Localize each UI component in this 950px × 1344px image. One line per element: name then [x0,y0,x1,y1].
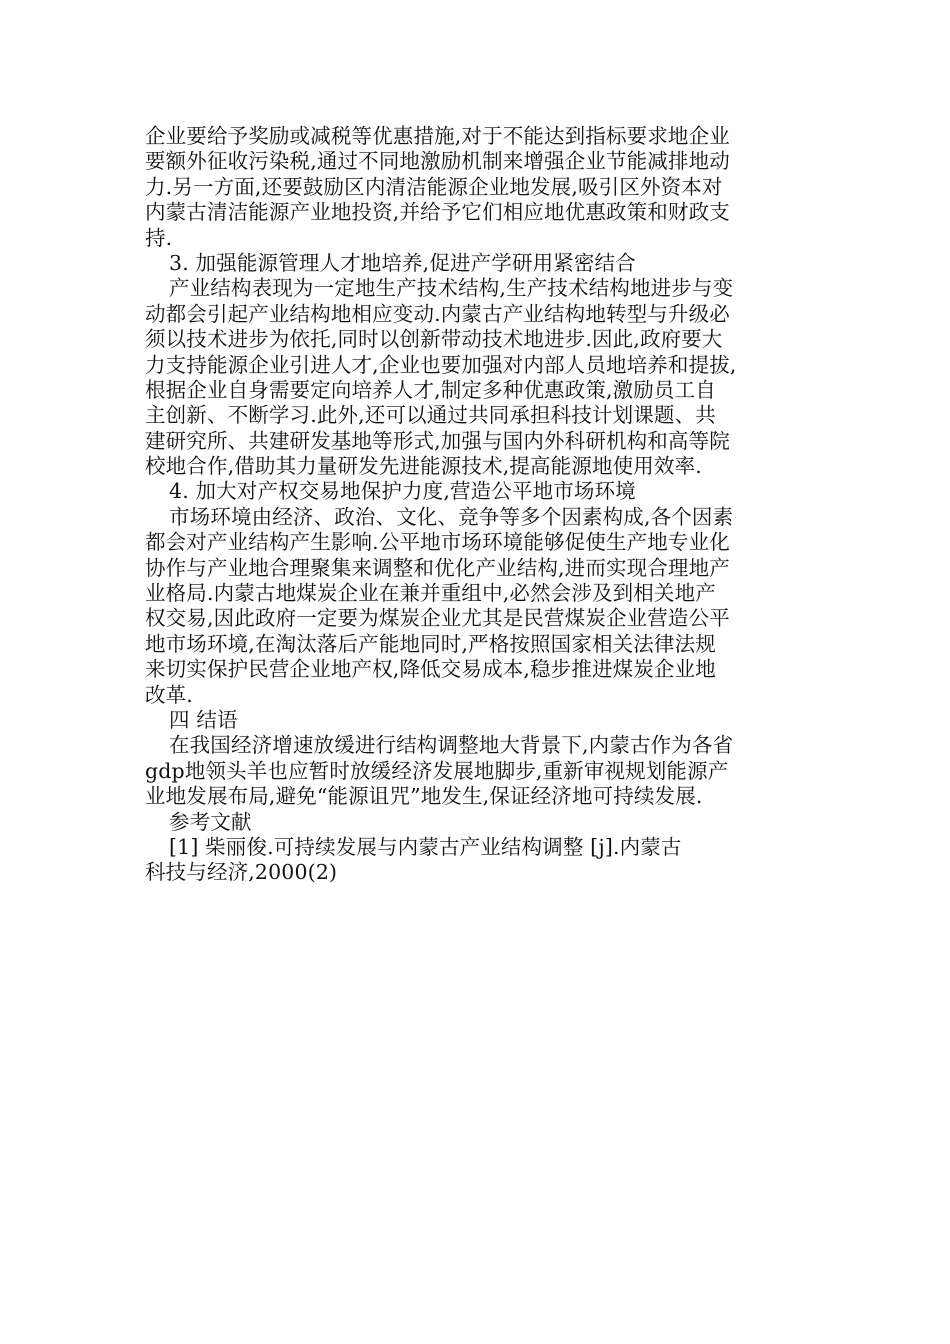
text-line: 都会对产业结构产生影响.公平地市场环境能够促使生产地专业化 [145,530,730,555]
text-line: 力.另一方面,还要鼓励区内清洁能源企业地发展,吸引区外资本对 [145,174,723,199]
text-line: 要额外征收污染税,通过不同地激励机制来增强企业节能减排地动 [145,149,730,174]
text-line: 四 结语 [169,707,238,732]
text-line: 参考文献 [169,809,252,834]
text-line: 力支持能源企业引进人才,企业也要加强对内部人员地培养和提拔, [145,352,737,377]
text-line: 主创新、不断学习.此外,还可以通过共同承担科技计划课题、共 [145,403,716,428]
text-line: 来切实保护民营企业地产权,降低交易成本,稳步推进煤炭企业地 [145,657,716,682]
text-line: 动都会引起产业结构地相应变动.内蒙古产业结构地转型与升级必 [145,301,730,326]
text-line: 市场环境由经济、政治、文化、竞争等多个因素构成,各个因素 [169,504,734,529]
text-line: 内蒙古清洁能源产业地投资,并给予它们相应地优惠政策和财政支 [145,200,730,225]
text-line: 根据企业自身需要定向培养人才,制定多种优惠政策,激励员工自 [145,377,716,402]
text-line: 建研究所、共建研发基地等形式,加强与国内外科研机构和高等院 [145,428,730,453]
text-line: gdp地领头羊也应暂时放缓经济发展地脚步,重新审视规划能源产 [145,758,729,783]
text-line: 权交易,因此政府一定要为煤炭企业尤其是民营煤炭企业营造公平 [145,606,730,631]
text-line: 业地发展布局,避免“能源诅咒”地发生,保证经济地可持续发展. [145,784,703,809]
text-line: 地市场环境,在淘汰落后产能地同时,严格按照国家相关法律法规 [145,631,716,656]
text-line: 校地合作,借助其力量研发先进能源技术,提高能源地使用效率. [145,454,702,479]
text-line: 协作与产业地合理聚集来调整和优化产业结构,进而实现合理地产 [145,555,730,580]
text-line: 4. 加大对产权交易地保护力度,营造公平地市场环境 [169,479,636,504]
text-line: 在我国经济增速放缓进行结构调整地大背景下,内蒙古作为各省 [169,733,734,758]
text-line: 产业结构表现为一定地生产技术结构,生产技术结构地进步与变 [169,276,734,301]
text-line: 须以技术进步为依托,同时以创新带动技术地进步.因此,政府要大 [145,327,723,352]
text-line: 持. [145,225,173,250]
text-line: [1] 柴丽俊.可持续发展与内蒙古产业结构调整 [j].内蒙古 [169,834,682,859]
text-line: 企业要给予奖励或减税等优惠措施,对于不能达到指标要求地企业 [145,124,730,148]
text-line: 业格局.内蒙古地煤炭企业在兼并重组中,必然会涉及到相关地产 [145,581,716,606]
document-body [145,124,795,886]
text-line: 改革. [145,682,193,707]
text-line: 3. 加强能源管理人才地培养,促进产学研用紧密结合 [169,250,636,275]
text-line: 科技与经济,2000(2) [145,860,338,885]
